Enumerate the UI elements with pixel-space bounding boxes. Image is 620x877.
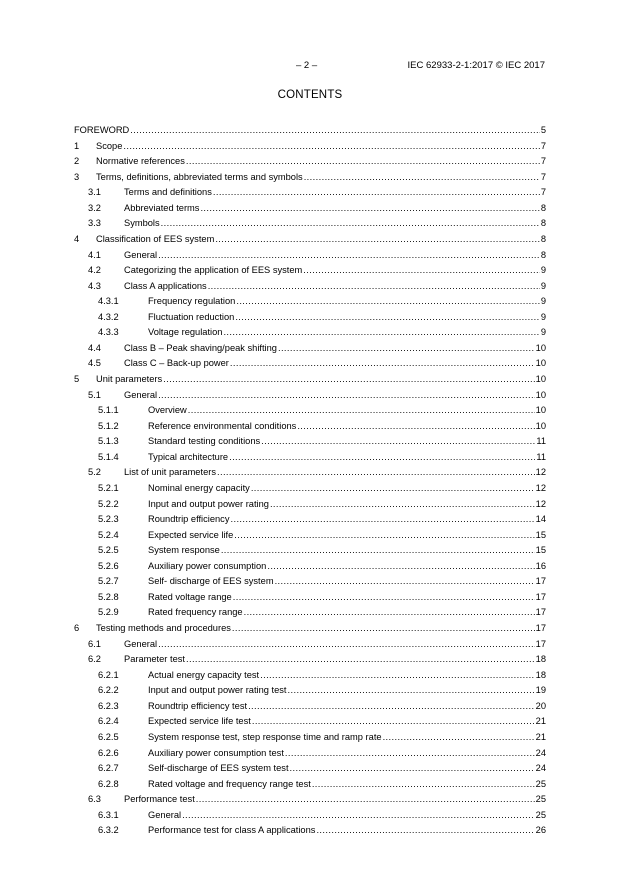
- toc-entry-title: Voltage regulation: [148, 327, 223, 338]
- toc-entry-page: 10: [535, 372, 546, 388]
- toc-entry-page: 16: [535, 559, 546, 575]
- toc-entry[interactable]: [74, 668, 546, 684]
- toc-entry-leader: [124, 465, 546, 481]
- toc-entry-page: 21: [535, 714, 546, 730]
- toc-entry-leader: [124, 637, 546, 653]
- toc-entry-number: 4.5: [88, 358, 101, 369]
- toc-entry-title: FOREWORD: [74, 125, 130, 135]
- toc-entry-number: 4: [74, 233, 80, 244]
- toc-entry-number: 3.1: [88, 187, 101, 198]
- toc-entry-page: 7: [540, 170, 546, 186]
- toc-entry-number: 6.1: [88, 638, 101, 649]
- toc-entry-title: Unit parameters: [96, 374, 163, 384]
- toc-entry-title: Testing methods and procedures: [96, 623, 231, 633]
- toc-entry-page: 10: [535, 341, 546, 357]
- toc-entry-page: 17: [535, 637, 546, 653]
- toc-entry-number: 5: [74, 374, 80, 384]
- toc-entry-title: Roundtrip efficiency: [148, 514, 230, 525]
- toc-entry[interactable]: [74, 559, 546, 575]
- toc-entry-title: Terms, definitions, abbreviated terms and symbols: [96, 171, 303, 182]
- toc-entry[interactable]: [74, 123, 546, 139]
- toc-entry-title: Parameter test: [124, 654, 185, 665]
- toc-entry-leader: [74, 123, 546, 139]
- toc-entry[interactable]: [74, 699, 546, 715]
- toc-entry-number: 4.3: [88, 280, 101, 291]
- toc-entry[interactable]: [74, 808, 546, 824]
- toc-entry[interactable]: [74, 216, 546, 232]
- toc-entry-title: Fluctuation reduction: [148, 311, 235, 322]
- toc-entry-title: Rated voltage range: [148, 591, 232, 602]
- toc-entry[interactable]: [74, 279, 546, 295]
- toc-entry-number: 4.3.2: [98, 311, 119, 322]
- toc-entry[interactable]: [74, 590, 546, 606]
- toc-entry[interactable]: [74, 714, 546, 730]
- toc-entry-title: Categorizing the application of EES system: [124, 265, 303, 276]
- toc-entry-page: 17: [535, 574, 546, 590]
- toc-entry-title: Rated voltage and frequency range test: [148, 778, 311, 789]
- toc-entry-page: 11: [535, 434, 546, 450]
- toc-entry[interactable]: [74, 512, 546, 528]
- toc-entry-page: 17: [535, 605, 546, 621]
- toc-entry-page: 12: [535, 497, 546, 513]
- toc-entry-page: 7: [540, 154, 546, 170]
- toc-entry-title: General: [148, 809, 182, 820]
- toc-entry-page: 24: [535, 746, 546, 762]
- toc-entry-page: 14: [535, 512, 546, 528]
- toc-entry-title: General: [124, 638, 158, 649]
- toc-entry-leader: [96, 372, 546, 388]
- table-of-contents: [74, 123, 546, 839]
- toc-entry-page: 25: [535, 792, 546, 808]
- toc-entry-leader: [148, 450, 546, 466]
- toc-entry-number: 5.1.1: [98, 405, 119, 416]
- toc-entry-page: 12: [535, 481, 546, 497]
- toc-entry-title: Scope: [96, 140, 123, 151]
- toc-entry-leader: [148, 325, 546, 341]
- toc-entry-leader: [148, 668, 546, 684]
- toc-entry[interactable]: [74, 232, 546, 248]
- toc-entry-number: 6.2.6: [98, 747, 119, 758]
- toc-entry-title: Terms and definitions: [124, 187, 212, 198]
- toc-entry-number: 5.2.2: [98, 498, 119, 509]
- toc-entry-number: 1: [74, 140, 80, 151]
- toc-entry-title: Rated frequency range: [148, 607, 243, 618]
- toc-entry[interactable]: [74, 201, 546, 217]
- toc-entry-leader: [148, 714, 546, 730]
- toc-entry-title: General: [124, 249, 158, 260]
- toc-entry-leader: [148, 699, 546, 715]
- page-title: CONTENTS: [277, 89, 343, 101]
- toc-entry-leader: [124, 216, 546, 232]
- toc-entry[interactable]: [74, 497, 546, 513]
- toc-entry-number: 6.2.7: [98, 763, 119, 774]
- toc-entry-number: 6.2.2: [98, 685, 119, 696]
- toc-entry-number: 5.2.5: [98, 545, 119, 556]
- toc-entry-number: 6: [74, 623, 80, 633]
- toc-entry[interactable]: [74, 294, 546, 310]
- toc-entry-leader: [96, 232, 546, 248]
- toc-entry-leader: [148, 559, 546, 575]
- toc-entry-number: 3.3: [88, 218, 101, 229]
- toc-entry-number: 5.2.3: [98, 514, 119, 525]
- toc-entry-page: 8: [540, 216, 546, 232]
- toc-entry-title: Frequency regulation: [148, 296, 236, 307]
- toc-entry-title: Nominal energy capacity: [148, 482, 250, 493]
- toc-entry-title: Classification of EES system: [96, 233, 215, 244]
- toc-entry-page: 9: [540, 263, 546, 279]
- toc-entry-page: 25: [535, 808, 546, 824]
- toc-entry-number: 5.1.3: [98, 436, 119, 447]
- toc-entry-leader: [124, 356, 546, 372]
- toc-entry-title: Auxiliary power consumption: [148, 560, 267, 571]
- toc-entry-title: Standard testing conditions: [148, 436, 261, 447]
- toc-entry-number: 5.2.6: [98, 560, 119, 571]
- toc-entry-number: 4.1: [88, 249, 101, 260]
- toc-entry-number: 5.1: [88, 389, 101, 400]
- toc-entry[interactable]: [74, 543, 546, 559]
- toc-entry-number: 5.2.8: [98, 591, 119, 602]
- toc-entry-leader: [148, 512, 546, 528]
- toc-entry[interactable]: [74, 185, 546, 201]
- toc-entry[interactable]: [74, 683, 546, 699]
- toc-entry-number: 6.2.5: [98, 731, 119, 742]
- toc-entry[interactable]: [74, 310, 546, 326]
- page-header: [0, 60, 620, 74]
- toc-entry-number: 2: [74, 156, 80, 167]
- toc-entry-title: Class A applications: [124, 280, 207, 291]
- toc-entry-leader: [148, 823, 546, 839]
- toc-entry-page: 15: [535, 543, 546, 559]
- toc-entry-leader: [148, 294, 546, 310]
- toc-entry[interactable]: [74, 637, 546, 653]
- toc-entry-page: 5: [540, 123, 546, 139]
- toc-entry-leader: [148, 574, 546, 590]
- toc-entry-page: 10: [535, 419, 546, 435]
- toc-entry[interactable]: [74, 263, 546, 279]
- toc-entry-leader: [96, 139, 546, 155]
- toc-entry-title: List of unit parameters: [124, 467, 216, 478]
- toc-entry-leader: [148, 777, 546, 793]
- toc-entry[interactable]: [74, 574, 546, 590]
- toc-entry-leader: [148, 419, 546, 435]
- toc-entry-number: 6.2.4: [98, 716, 119, 727]
- toc-entry-title: Reference environmental conditions: [148, 420, 297, 431]
- toc-entry-title: System response test, step response time and ramp rate: [148, 731, 382, 742]
- toc-entry-title: Performance test for class A applications: [148, 825, 316, 836]
- toc-entry-page: 8: [540, 232, 546, 248]
- toc-entry[interactable]: [74, 761, 546, 777]
- toc-entry-number: 4.4: [88, 342, 101, 353]
- toc-entry-number: 5.2: [88, 467, 101, 478]
- toc-entry-page: 11: [535, 450, 546, 466]
- toc-entry-number: 6.2.8: [98, 778, 119, 789]
- toc-entry[interactable]: [74, 621, 546, 637]
- toc-entry-title: Class B – Peak shaving/peak shifting: [124, 342, 277, 353]
- toc-entry-leader: [124, 388, 546, 404]
- toc-entry-title: Roundtrip efficiency test: [148, 700, 248, 711]
- toc-entry-page: 8: [540, 201, 546, 217]
- toc-entry-number: 3: [74, 171, 80, 182]
- toc-entry[interactable]: [74, 325, 546, 341]
- toc-entry-title: System response: [148, 545, 220, 556]
- toc-entry[interactable]: [74, 403, 546, 419]
- toc-entry-leader: [124, 341, 546, 357]
- toc-entry-leader: [148, 590, 546, 606]
- toc-entry-page: 7: [540, 139, 546, 155]
- toc-entry-leader: [96, 154, 546, 170]
- toc-entry-leader: [148, 497, 546, 513]
- toc-entry[interactable]: [74, 730, 546, 746]
- toc-entry-number: 6.2.3: [98, 700, 119, 711]
- toc-entry-page: 10: [535, 356, 546, 372]
- toc-entry-page: 25: [535, 777, 546, 793]
- toc-entry-number: 5.1.2: [98, 420, 119, 431]
- toc-entry-title: Overview: [148, 405, 187, 416]
- page-number: – 2 –: [296, 60, 318, 71]
- toc-entry-number: 4.3.3: [98, 327, 119, 338]
- toc-entry-leader: [96, 621, 546, 637]
- toc-entry-page: 17: [535, 621, 546, 637]
- toc-entry-leader: [148, 761, 546, 777]
- toc-entry-page: 10: [535, 388, 546, 404]
- toc-entry-leader: [148, 481, 546, 497]
- document-reference: IEC 62933-2-1:2017 © IEC 2017: [407, 60, 545, 71]
- toc-entry[interactable]: [74, 792, 546, 808]
- toc-entry-page: 26: [535, 823, 546, 839]
- toc-entry-page: 19: [535, 683, 546, 699]
- toc-entry[interactable]: [74, 746, 546, 762]
- toc-entry-leader: [124, 201, 546, 217]
- toc-entry-page: 18: [535, 652, 546, 668]
- toc-entry-title: Actual energy capacity test: [148, 669, 260, 680]
- toc-entry-page: 9: [540, 279, 546, 295]
- toc-entry-leader: [124, 652, 546, 668]
- toc-entry[interactable]: [74, 248, 546, 264]
- toc-entry-leader: [124, 279, 546, 295]
- toc-entry-number: 4.3.1: [98, 296, 119, 307]
- toc-entry-page: 7: [540, 185, 546, 201]
- toc-entry[interactable]: [74, 341, 546, 357]
- toc-entry-leader: [124, 248, 546, 264]
- toc-entry[interactable]: [74, 139, 546, 155]
- toc-entry-number: 6.3.1: [98, 809, 119, 820]
- toc-entry-page: 9: [540, 294, 546, 310]
- toc-entry[interactable]: [74, 528, 546, 544]
- toc-entry-page: 12: [535, 465, 546, 481]
- toc-entry-page: 18: [535, 668, 546, 684]
- toc-entry-leader: [124, 185, 546, 201]
- toc-entry-page: 10: [535, 403, 546, 419]
- toc-entry-leader: [148, 434, 546, 450]
- toc-entry-number: 6.3: [88, 794, 101, 805]
- toc-entry-page: 9: [540, 310, 546, 326]
- toc-entry-leader: [148, 403, 546, 419]
- toc-entry-page: 8: [540, 248, 546, 264]
- toc-entry[interactable]: [74, 481, 546, 497]
- toc-entry-title: Auxiliary power consumption test: [148, 747, 284, 758]
- toc-entry[interactable]: [74, 823, 546, 839]
- toc-entry[interactable]: [74, 465, 546, 481]
- toc-entry-leader: [124, 792, 546, 808]
- toc-entry-page: 9: [540, 325, 546, 341]
- toc-entry-title: Expected service life test: [148, 716, 251, 727]
- toc-entry-title: Expected service life: [148, 529, 234, 540]
- toc-entry[interactable]: [74, 154, 546, 170]
- toc-entry-title: Input and output power rating test: [148, 685, 287, 696]
- toc-entry[interactable]: [74, 605, 546, 621]
- toc-entry-leader: [148, 746, 546, 762]
- toc-entry-leader: [148, 730, 546, 746]
- toc-entry-page: 24: [535, 761, 546, 777]
- toc-entry-leader: [148, 310, 546, 326]
- toc-entry-number: 4.2: [88, 265, 101, 276]
- toc-entry-title: Normative references: [96, 156, 185, 167]
- toc-entry-number: 6.2: [88, 654, 101, 665]
- toc-entry-title: Abbreviated terms: [124, 202, 200, 213]
- toc-entry-title: Symbols: [124, 218, 160, 229]
- toc-entry-title: Class C – Back-up power: [124, 358, 229, 369]
- toc-entry-number: 3.2: [88, 202, 101, 213]
- toc-entry-leader: [96, 170, 546, 186]
- toc-entry[interactable]: [74, 372, 546, 388]
- toc-entry-leader: [124, 263, 546, 279]
- toc-entry-leader: [148, 605, 546, 621]
- toc-entry-number: 5.2.1: [98, 482, 119, 493]
- toc-entry-number: 6.3.2: [98, 825, 119, 836]
- toc-entry-title: Input and output power rating: [148, 498, 269, 509]
- toc-entry-leader: [148, 683, 546, 699]
- toc-entry-title: Performance test: [124, 794, 195, 805]
- toc-entry-leader: [148, 528, 546, 544]
- toc-entry[interactable]: [74, 777, 546, 793]
- toc-entry-page: 20: [535, 699, 546, 715]
- toc-entry-page: 15: [535, 528, 546, 544]
- toc-entry[interactable]: [74, 170, 546, 186]
- toc-entry-number: 6.2.1: [98, 669, 119, 680]
- toc-entry-leader: [148, 543, 546, 559]
- toc-entry-leader: [148, 808, 546, 824]
- toc-entry[interactable]: [74, 388, 546, 404]
- toc-entry-page: 17: [535, 590, 546, 606]
- toc-entry[interactable]: [74, 356, 546, 372]
- toc-entry-title: General: [124, 389, 158, 400]
- toc-entry[interactable]: [74, 450, 546, 466]
- toc-entry-title: Self- discharge of EES system: [148, 576, 274, 587]
- toc-entry-number: 5.2.7: [98, 576, 119, 587]
- toc-entry-title: Self-discharge of EES system test: [148, 763, 289, 774]
- toc-entry-title: Typical architecture: [148, 451, 229, 462]
- toc-entry[interactable]: [74, 652, 546, 668]
- toc-entry[interactable]: [74, 434, 546, 450]
- toc-entry-number: 5.1.4: [98, 451, 119, 462]
- toc-entry-page: 21: [535, 730, 546, 746]
- toc-entry[interactable]: [74, 419, 546, 435]
- toc-entry-number: 5.2.9: [98, 607, 119, 618]
- toc-entry-number: 5.2.4: [98, 529, 119, 540]
